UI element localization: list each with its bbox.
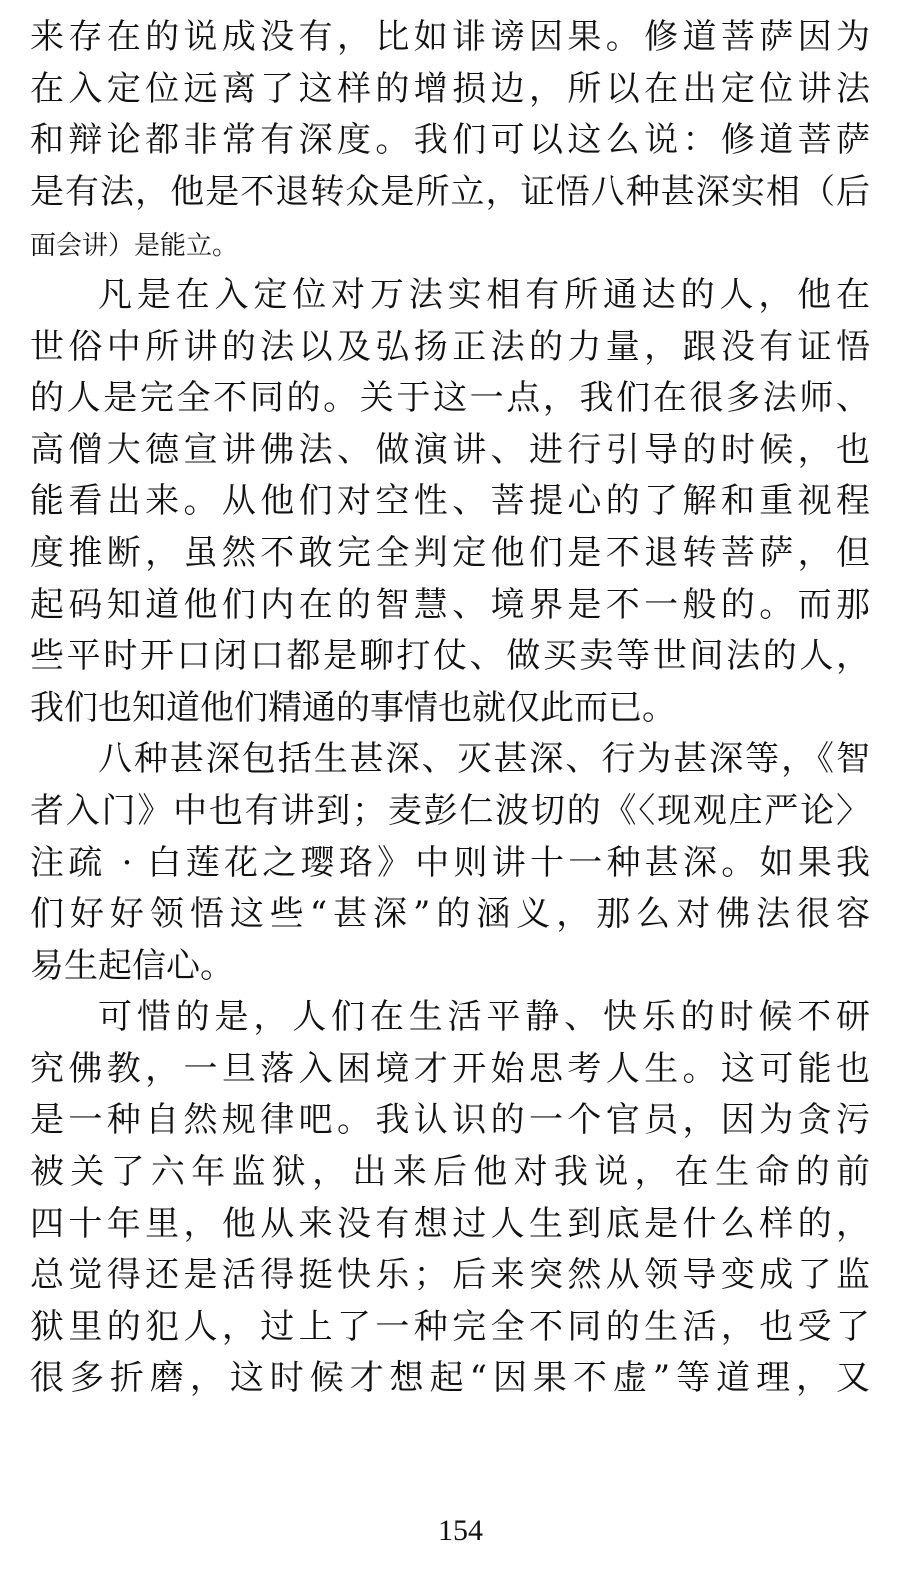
text-line: 凡是在入定位对万法实相有所通达的人，他在	[98, 274, 870, 315]
text-line: 们好好领悟这些“甚深”的涵义，那么对佛法很容	[30, 894, 870, 935]
text-line: 注疏 · 白莲花之璎珞》中则讲十一种甚深。如果我	[30, 842, 870, 883]
text-line: 很多折磨，这时候才想起“因果不虚”等道理，又	[30, 1358, 870, 1399]
paragraph	[30, 12, 870, 270]
text-line: 四十年里，他从来没有想过人生到底是什么样的，	[30, 1203, 870, 1244]
text-line: 被关了六年监狱，出来后他对我说，在生命的前	[30, 1152, 870, 1193]
text-line: 些平时开口闭口都是聊打仗、做买卖等世间法的人，	[30, 636, 870, 677]
text-line: 者入门》中也有讲到；麦彭仁波切的《〈现观庄严论〉	[30, 790, 870, 831]
text-line: 总觉得还是活得挺快乐；后来突然从领导变成了监	[30, 1255, 870, 1296]
text-line: 究佛教，一旦落入困境才开始思考人生。这可能也	[30, 1048, 870, 1089]
text-line: 八种甚深包括生甚深、灭甚深、行为甚深等，《智	[98, 739, 870, 780]
text-line: 的人是完全不同的。关于这一点，我们在很多法师、	[30, 378, 870, 419]
text-line: 能看出来。从他们对空性、菩提心的了解和重视程	[30, 481, 870, 522]
text-line: 在入定位远离了这样的增损边，所以在出定位讲法	[30, 68, 870, 109]
text-line: 起码知道他们内在的智慧、境界是不一般的。而那	[30, 584, 870, 625]
text-line: 高僧大德宣讲佛法、做演讲、进行引导的时候，也	[30, 429, 870, 470]
text-line: 可惜的是，人们在生活平静、快乐的时候不研	[98, 997, 870, 1038]
text-line: 是有法，他是不退转众是所立，证悟八种甚深实相（后	[30, 171, 870, 212]
text-line: 狱里的犯人，过上了一种完全不同的生活，也受了	[30, 1306, 870, 1347]
text-line: 我们也知道他们精通的事情也就仅此而已。	[30, 687, 676, 728]
text-line: 是一种自然规律吧。我认识的一个官员，因为贪污	[30, 1100, 870, 1141]
text-line-small	[30, 218, 870, 270]
text-line: 和辩论都非常有深度。我们可以这么说：修道菩萨	[30, 120, 870, 161]
text-line: 来存在的说成没有，比如诽谤因果。修道菩萨因为	[30, 17, 870, 57]
page-number: 154	[438, 1514, 483, 1547]
paragraph	[30, 734, 870, 992]
text-line: 世俗中所讲的法以及弘扬正法的力量，跟没有证悟	[30, 326, 870, 367]
page-body	[30, 12, 870, 1405]
text-line: 度推断，虽然不敢完全判定他们是不退转菩萨，但	[30, 532, 870, 573]
paragraph	[30, 992, 870, 1405]
paragraph	[30, 270, 870, 734]
text-line: 易生起信心。	[30, 945, 234, 986]
text-line-span: 面会讲）是能立。	[30, 231, 239, 262]
